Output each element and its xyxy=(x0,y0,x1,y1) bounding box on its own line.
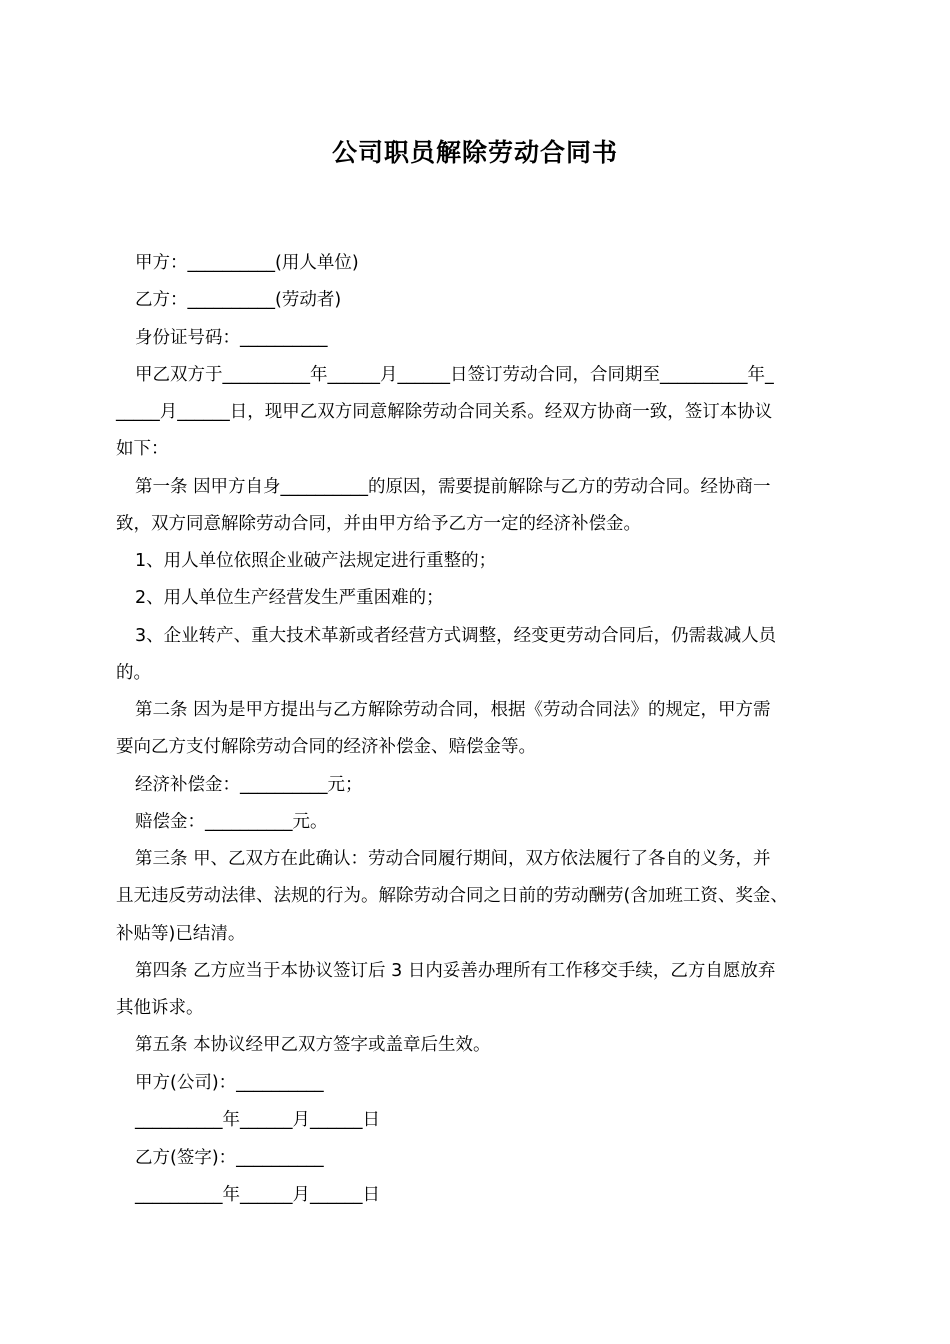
paragraph-line: 要向乙方支付解除劳动合同的经济补偿金、赔偿金等。 xyxy=(116,737,536,757)
damages-line: 赔偿金：__________元。 xyxy=(135,812,328,832)
party-a-signature-line: 甲方(公司)：__________ xyxy=(135,1073,324,1093)
article-five-line: 第五条 本协议经甲乙双方签字或盖章后生效。 xyxy=(135,1035,491,1055)
article-four-line: 第四条 乙方应当于本协议签订后 3 日内妥善办理所有工作移交手续，乙方自愿放弃 xyxy=(135,961,776,981)
paragraph-line: 且无违反劳动法律、法规的行为。解除劳动合同之日前的劳动酬劳(含加班工资、奖金、 xyxy=(116,886,788,906)
list-item: 3、企业转产、重大技术革新或者经营方式调整，经变更劳动合同后，仍需裁减人员 xyxy=(135,626,777,646)
party-b-date-line: __________年______月______日 xyxy=(135,1185,380,1205)
paragraph-line: _____月______日，现甲乙双方同意解除劳动合同关系。经双方协商一致，签订本协议 xyxy=(116,402,773,422)
paragraph-line: 补贴等)已结清。 xyxy=(116,924,246,944)
paragraph-line: 的。 xyxy=(116,663,151,683)
party-a-line: 甲方：__________(用人单位) xyxy=(135,253,359,273)
compensation-line: 经济补偿金：__________元； xyxy=(135,775,363,795)
paragraph-line: 致，双方同意解除劳动合同，并由甲方给予乙方一定的经济补偿金。 xyxy=(116,514,641,534)
party-b-line: 乙方：__________(劳动者) xyxy=(135,290,342,310)
paragraph-line: 其他诉求。 xyxy=(116,998,204,1018)
paragraph-line: 如下： xyxy=(116,439,169,459)
article-two-line: 第二条 因为是甲方提出与乙方解除劳动合同，根据《劳动合同法》的规定，甲方需 xyxy=(135,700,771,720)
party-a-date-line: __________年______月______日 xyxy=(135,1110,380,1130)
article-three-line: 第三条 甲、乙双方在此确认：劳动合同履行期间，双方依法履行了各自的义务，并 xyxy=(135,849,771,869)
list-item: 2、用人单位生产经营发生严重困难的； xyxy=(135,588,444,608)
paragraph-line: 甲乙双方于__________年______月______日签订劳动合同，合同期至__________年_ xyxy=(135,365,774,385)
document-title: 公司职员解除劳动合同书 xyxy=(331,138,618,167)
article-one-line: 第一条 因甲方自身__________的原因，需要提前解除与乙方的劳动合同。经协商一 xyxy=(135,477,771,497)
list-item: 1、用人单位依照企业破产法规定进行重整的； xyxy=(135,551,497,571)
party-b-signature-line: 乙方(签字)：__________ xyxy=(135,1148,324,1168)
id-number-line: 身份证号码：__________ xyxy=(135,328,328,348)
